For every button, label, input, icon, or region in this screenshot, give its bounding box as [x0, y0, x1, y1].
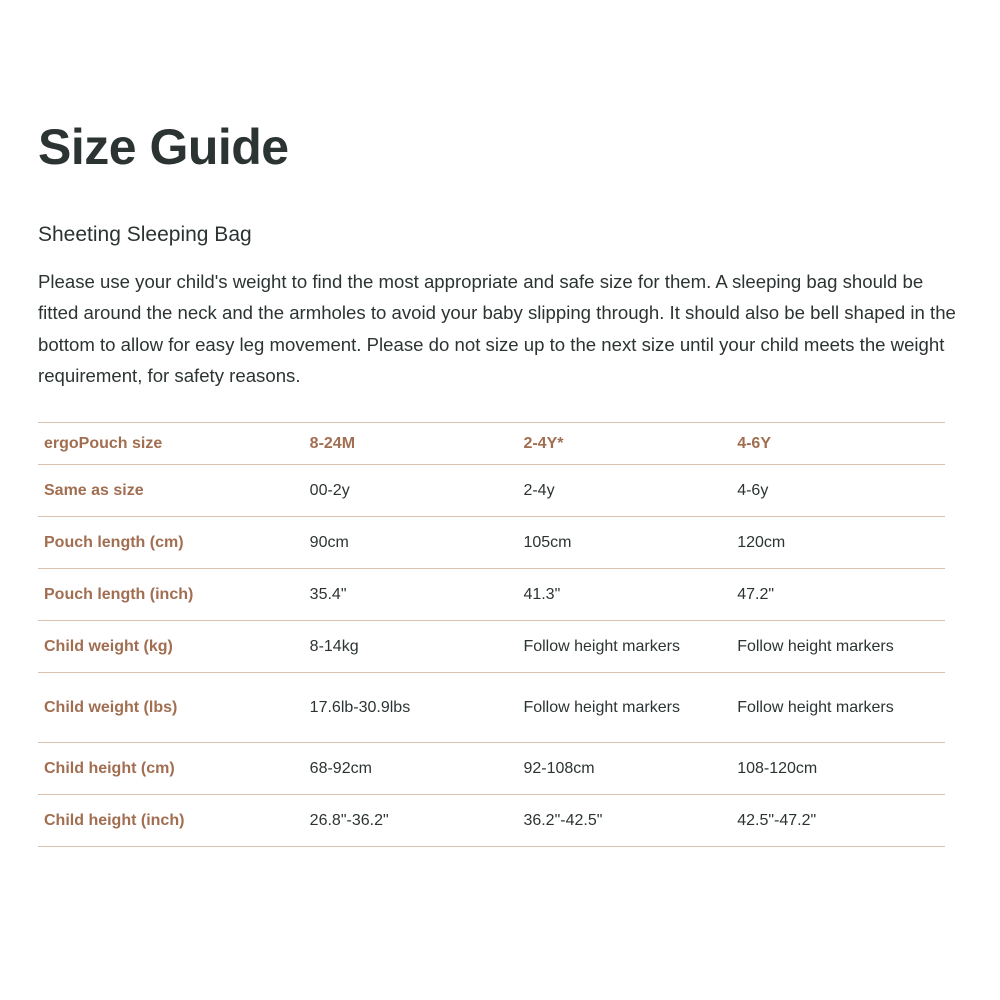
- row-label: Pouch length (inch): [38, 569, 304, 621]
- table-cell: 47.2": [731, 569, 945, 621]
- table-cell: 108-120cm: [731, 743, 945, 795]
- table-cell: 120cm: [731, 517, 945, 569]
- table-cell: 00-2y: [304, 465, 518, 517]
- table-cell: 17.6lb-30.9lbs: [304, 673, 518, 743]
- table-row-pouch-length-inch: [38, 569, 945, 621]
- row-label: Pouch length (cm): [38, 517, 304, 569]
- table-cell: Follow height markers: [731, 673, 945, 743]
- table-cell: Follow height markers: [731, 621, 945, 673]
- table-cell: 92-108cm: [517, 743, 731, 795]
- row-label: Same as size: [38, 465, 304, 517]
- table-cell: 8-14kg: [304, 621, 518, 673]
- table-cell: 35.4": [304, 569, 518, 621]
- table-cell: 26.8"-36.2": [304, 795, 518, 847]
- table-row-same-as-size: [38, 465, 945, 517]
- header-cell-4-6y: 4-6Y: [731, 423, 945, 465]
- size-table: [38, 422, 945, 847]
- row-label: Child weight (lbs): [38, 673, 304, 743]
- table-row-pouch-length-cm: [38, 517, 945, 569]
- header-cell-2-4y: 2-4Y*: [517, 423, 731, 465]
- table-cell: 36.2"-42.5": [517, 795, 731, 847]
- table-cell: 2-4y: [517, 465, 731, 517]
- table-row-child-height-cm: [38, 743, 945, 795]
- table-cell: 42.5"-47.2": [731, 795, 945, 847]
- table-cell: 4-6y: [731, 465, 945, 517]
- header-cell-8-24m: 8-24M: [304, 423, 518, 465]
- table-row-child-weight-kg: [38, 621, 945, 673]
- table-cell: 41.3": [517, 569, 731, 621]
- intro-paragraph: Please use your child's weight to find the most appropriate and safe size for them. A sleeping bag should be fitted around the neck and the armholes to avoid your baby slipping through. It should also be bell shaped in the bottom to allow for easy leg movement. Please do not size up to the next size until your child meets the weight requirement, for safety reasons.: [38, 271, 956, 386]
- table-cell: Follow height markers: [517, 673, 731, 743]
- page-title: Size Guide: [38, 119, 289, 175]
- table-cell: 90cm: [304, 517, 518, 569]
- row-label: Child height (cm): [38, 743, 304, 795]
- header-cell-label: ergoPouch size: [38, 423, 304, 465]
- table-cell: 68-92cm: [304, 743, 518, 795]
- table-row-child-height-inch: [38, 795, 945, 847]
- product-subtitle: Sheeting Sleeping Bag: [38, 223, 252, 246]
- table-cell: 105cm: [517, 517, 731, 569]
- row-label: Child weight (kg): [38, 621, 304, 673]
- table-cell: Follow height markers: [517, 621, 731, 673]
- row-label: Child height (inch): [38, 795, 304, 847]
- table-row-child-weight-lbs: [38, 673, 945, 743]
- table-header-row: [38, 423, 945, 465]
